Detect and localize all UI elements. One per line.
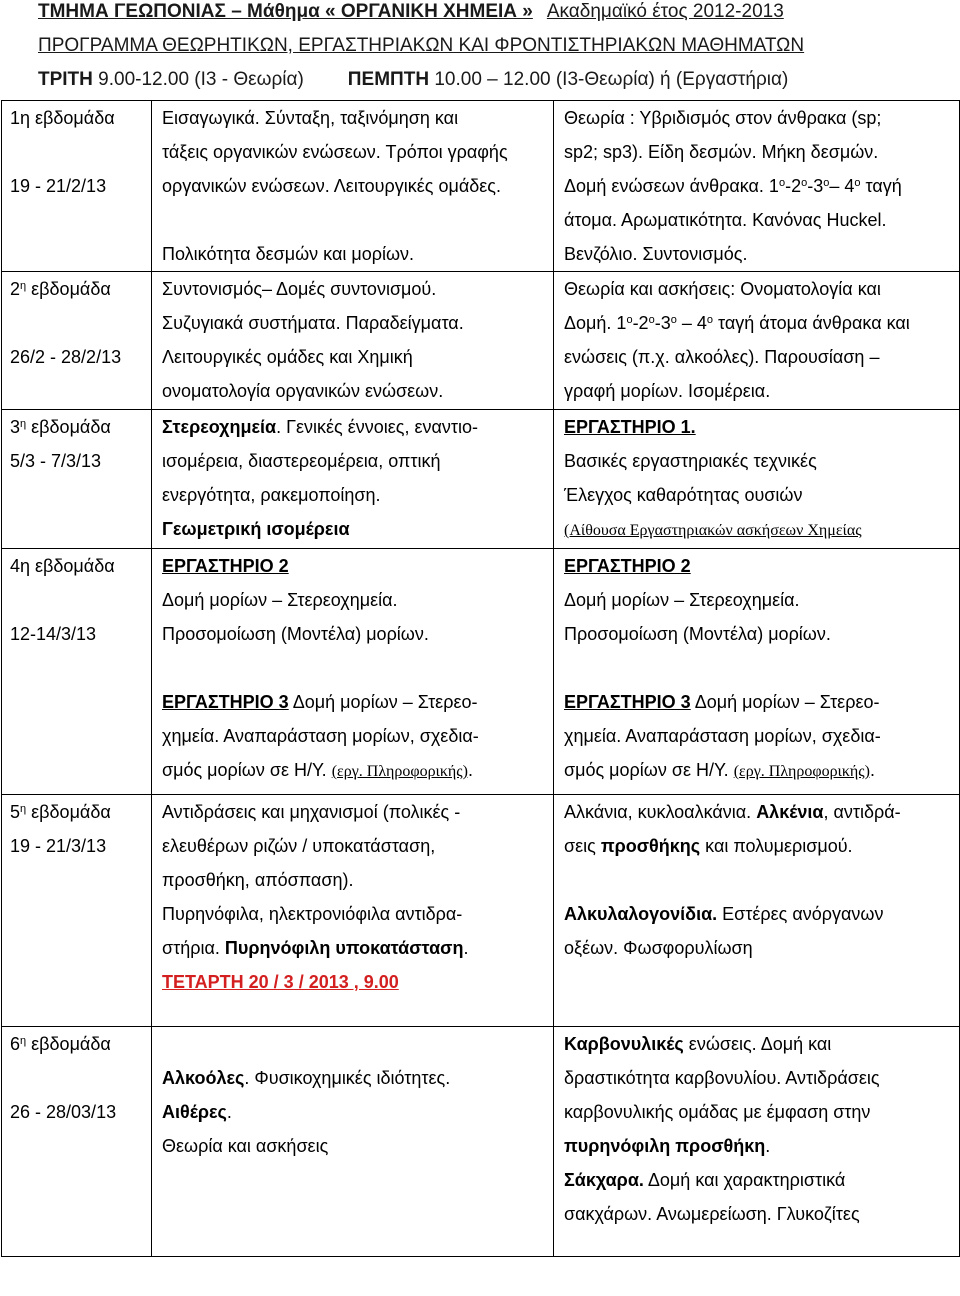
text-fragment: . Γενικές έννοιες, εναντιο- bbox=[276, 417, 478, 437]
text-fragment: προσθήκης bbox=[600, 836, 701, 856]
text-fragment: -3 bbox=[807, 176, 824, 196]
text-line: Θεωρία και ασκήσεις bbox=[162, 1136, 329, 1156]
week-cell bbox=[2, 410, 152, 549]
tuesday-cell bbox=[152, 795, 554, 1027]
text-fragment: Δομή μορίων – Στερεο- bbox=[288, 692, 478, 712]
superscript: ο bbox=[648, 314, 655, 326]
week-word: εβδομάδα bbox=[31, 279, 111, 299]
superscript: ο bbox=[626, 314, 633, 326]
thursday-cell bbox=[554, 101, 960, 272]
week-dates: 26 - 28/03/13 bbox=[10, 1102, 117, 1122]
superscript: ο bbox=[706, 314, 714, 326]
superscript: ο bbox=[823, 177, 830, 189]
table-row bbox=[2, 272, 960, 410]
text-line: Γεωμετρική ισομέρεια bbox=[162, 519, 350, 539]
week-label: 4η εβδομάδα bbox=[10, 556, 115, 576]
text-line bbox=[564, 1129, 959, 1163]
week-dates: 19 - 21/3/13 bbox=[10, 836, 107, 856]
text-fragment: -3 bbox=[654, 313, 671, 333]
schedule-table bbox=[1, 100, 960, 1257]
tuesday-label: ΤΡΙΤΗ bbox=[38, 69, 93, 90]
thursday-cell bbox=[554, 549, 960, 795]
tuesday-cell bbox=[152, 1027, 554, 1257]
header-line-schedule bbox=[38, 68, 788, 92]
lab-title: ΕΡΓΑΣΤΗΡΙΟ 3 bbox=[564, 692, 691, 712]
text-fragment: Αλκάνια, κυκλοαλκάνια. bbox=[564, 802, 757, 822]
header-line-course bbox=[38, 0, 784, 24]
text-fragment: Αλκένια bbox=[756, 802, 824, 822]
week-word: εβδομάδα bbox=[31, 802, 111, 822]
lab-title: ΕΡΓΑΣΤΗΡΙΟ 2 bbox=[564, 556, 691, 576]
text-fragment: Δομή και χαρακτηριστικά bbox=[643, 1170, 846, 1190]
text-line: άτομα. Αρωματικότητα. Κανόνας Huckel. bbox=[564, 210, 887, 230]
superscript: η bbox=[20, 280, 27, 292]
week-label bbox=[10, 410, 151, 444]
text-fragment: . bbox=[467, 760, 473, 780]
text-line: Συζυγιακά συστήματα. Παραδείγματα. bbox=[162, 313, 464, 333]
text-line: Δομή μορίων – Στερεοχημεία. bbox=[162, 590, 398, 610]
tuesday-cell bbox=[152, 101, 554, 272]
text-fragment: Σάκχαρα. bbox=[564, 1170, 644, 1190]
text-line: Βενζόλιο. Συντονισμός. bbox=[564, 244, 748, 264]
text-fragment: σμός μορίων σε Η/Υ. bbox=[564, 760, 729, 780]
text-line: τάξεις οργανικών ενώσεων. Τρόποι γραφής bbox=[162, 142, 508, 162]
superscript: ο bbox=[801, 177, 808, 189]
text-fragment: σμός μορίων σε Η/Υ. bbox=[162, 760, 327, 780]
thursday-cell bbox=[554, 410, 960, 549]
text-line: οργανικών ενώσεων. Λειτουργικές ομάδες. bbox=[162, 176, 501, 196]
week-cell bbox=[2, 795, 152, 1027]
text-fragment: -2 bbox=[785, 176, 802, 196]
text-fragment: Δομή μορίων – Στερεο- bbox=[690, 692, 880, 712]
text-line bbox=[564, 795, 959, 829]
text-line: Προσομοίωση (Μοντέλα) μορίων. bbox=[162, 624, 429, 644]
table-row bbox=[2, 795, 960, 1027]
text-line bbox=[564, 306, 959, 340]
text-fragment: . bbox=[463, 938, 469, 958]
text-line bbox=[162, 1061, 553, 1095]
text-fragment: Καρβονυλικές bbox=[564, 1034, 684, 1054]
text-fragment: – 4 bbox=[681, 313, 707, 333]
text-line: Βασικές εργαστηριακές τεχνικές bbox=[564, 451, 817, 471]
week-dates: 19 - 21/2/13 bbox=[10, 176, 107, 196]
week-dates: 26/2 - 28/2/13 bbox=[10, 347, 122, 367]
week-number: 5 bbox=[10, 802, 21, 822]
week-dates: 5/3 - 7/3/13 bbox=[10, 451, 102, 471]
superscript: η bbox=[20, 803, 27, 815]
text-fragment: Αιθέρες bbox=[162, 1102, 227, 1122]
text-line: ονοματολογία οργανικών ενώσεων. bbox=[162, 381, 444, 401]
tuesday-time: 9.00-12.00 (Ι3 - Θεωρία) bbox=[98, 69, 304, 90]
lab-title: ΕΡΓΑΣΤΗΡΙΟ 1. bbox=[564, 417, 696, 437]
text-fragment: . bbox=[765, 1136, 771, 1156]
tuesday-cell bbox=[152, 410, 554, 549]
week-label bbox=[10, 272, 151, 306]
text-line bbox=[564, 829, 959, 863]
superscript: ο bbox=[854, 177, 861, 189]
tuesday-cell bbox=[152, 272, 554, 410]
text-line bbox=[162, 685, 553, 719]
lab-location: (εργ. Πληροφορικής) bbox=[733, 763, 870, 780]
text-fragment: ταγή άτομα άνθρακα και bbox=[718, 313, 910, 333]
text-line: Συντονισμός– Δομές συντονισμού. bbox=[162, 279, 437, 299]
text-line bbox=[564, 1163, 959, 1197]
text-line: Θεωρία και ασκήσεις: Ονοματολογία και bbox=[564, 279, 881, 299]
text-line bbox=[564, 1027, 959, 1061]
thursday-cell bbox=[554, 272, 960, 410]
text-fragment: -2 bbox=[632, 313, 649, 333]
week-label bbox=[10, 795, 151, 829]
text-fragment: και πολυμερισμού. bbox=[700, 836, 853, 856]
text-line: ελευθέρων ριζών / υποκατάσταση, bbox=[162, 836, 436, 856]
superscript: η bbox=[20, 1035, 27, 1047]
text-fragment: Δομή ενώσεων άνθρακα. 1 bbox=[564, 176, 779, 196]
text-line: ισομέρεια, διαστερεομέρεια, οπτική bbox=[162, 451, 441, 471]
text-line: Λειτουργικές ομάδες και Χημική bbox=[162, 347, 413, 367]
text-line: Αντιδράσεις και μηχανισμοί (πολικές - bbox=[162, 802, 461, 822]
thursday-cell bbox=[554, 1027, 960, 1257]
text-line: Έλεγχος καθαρότητας ουσιών bbox=[564, 485, 803, 505]
superscript: η bbox=[20, 418, 27, 430]
week-cell bbox=[2, 272, 152, 410]
text-line bbox=[564, 685, 959, 719]
text-line bbox=[564, 753, 959, 789]
text-line bbox=[162, 931, 553, 965]
text-line: Πολικότητα δεσμών και μορίων. bbox=[162, 244, 415, 264]
lab-location: (εργ. Πληροφορικής) bbox=[331, 763, 468, 780]
text-line: Δομή μορίων – Στερεοχημεία. bbox=[564, 590, 800, 610]
text-fragment: ταγή bbox=[865, 176, 902, 196]
week-label: 1η εβδομάδα bbox=[10, 108, 115, 128]
thursday-cell bbox=[554, 795, 960, 1027]
text-line: Προσομοίωση (Μοντέλα) μορίων. bbox=[564, 624, 831, 644]
text-fragment: Εστέρες ανόργανων bbox=[717, 904, 884, 924]
text-fragment: – 4 bbox=[829, 176, 855, 196]
week-word: εβδομάδα bbox=[31, 1034, 111, 1054]
text-fragment: Δομή. 1 bbox=[564, 313, 627, 333]
table-row bbox=[2, 1027, 960, 1257]
text-fragment: πυρηνόφιλη προσθήκη bbox=[564, 1136, 766, 1156]
text-fragment: . Φυσικοχημικές ιδιότητες. bbox=[244, 1068, 451, 1088]
week-dates: 12-14/3/13 bbox=[10, 624, 97, 644]
course-title: ΤΜΗΜΑ ΓΕΩΠΟΝΙΑΣ – Μάθημα « ΟΡΓΑΝΙΚΗ ΧΗΜΕΙΑ » bbox=[38, 1, 533, 22]
text-fragment: . bbox=[226, 1102, 232, 1122]
text-line bbox=[162, 753, 553, 789]
text-line: χημεία. Αναπαράσταση μορίων, σχεδια- bbox=[564, 726, 881, 746]
week-number: 6 bbox=[10, 1034, 21, 1054]
text-fragment: Πυρηνόφιλη υποκατάσταση bbox=[224, 938, 464, 958]
text-fragment: Στερεοχημεία bbox=[162, 417, 277, 437]
text-fragment: Αλκοόλες bbox=[162, 1068, 245, 1088]
text-fragment: . bbox=[869, 760, 875, 780]
table-row bbox=[2, 101, 960, 272]
text-line: γραφή μορίων. Ισομέρεια. bbox=[564, 381, 771, 401]
text-line: ενώσεις (π.χ. αλκοόλες). Παρουσίαση – bbox=[564, 347, 880, 367]
text-line: οξέων. Φωσφορυλίωση bbox=[564, 938, 753, 958]
text-line: προσθήκη, απόσπαση). bbox=[162, 870, 354, 890]
text-line: sp2; sp3). Είδη δεσμών. Μήκη δεσμών. bbox=[564, 142, 879, 162]
lab-title: ΕΡΓΑΣΤΗΡΙΟ 3 bbox=[162, 692, 289, 712]
week-label bbox=[10, 1027, 151, 1061]
text-line bbox=[564, 169, 959, 203]
program-title: ΠΡΟΓΡΑΜΜΑ ΘΕΩΡΗΤΙΚΩΝ, ΕΡΓΑΣΤΗΡΙΑΚΩΝ ΚΑΙ ΦΡΟΝΤΙΣΤΗΡΙΑΚΩΝ ΜΑΘΗΜΑΤΩΝ bbox=[38, 35, 805, 56]
text-line bbox=[162, 410, 553, 444]
week-number: 3 bbox=[10, 417, 21, 437]
week-cell bbox=[2, 1027, 152, 1257]
text-line: Θεωρία : Υβριδισμός στον άνθρακα (sp; bbox=[564, 108, 882, 128]
week-word: εβδομάδα bbox=[31, 417, 111, 437]
week-cell bbox=[2, 549, 152, 795]
superscript: ο bbox=[670, 314, 677, 326]
text-line: χημεία. Αναπαράσταση μορίων, σχεδια- bbox=[162, 726, 479, 746]
table-row bbox=[2, 410, 960, 549]
thursday-label: ΠΕΜΠΤΗ bbox=[347, 69, 430, 90]
tuesday-cell bbox=[152, 549, 554, 795]
text-line: σακχάρων. Ανωμερείωση. Γλυκοζίτες bbox=[564, 1204, 860, 1224]
text-fragment: ενώσεις. Δομή και bbox=[683, 1034, 832, 1054]
text-line bbox=[564, 897, 959, 931]
text-line bbox=[162, 1095, 553, 1129]
exam-date: ΤΕΤΑΡΤΗ 20 / 3 / 2013 , 9.00 bbox=[162, 972, 399, 992]
text-line: καρβονυλικής ομάδας με έμφαση στην bbox=[564, 1102, 871, 1122]
text-line: Πυρηνόφιλα, ηλεκτρονιόφιλα αντιδρα- bbox=[162, 904, 463, 924]
lab-location: (Αίθουσα Εργαστηριακών ασκήσεων Χημείας bbox=[564, 522, 862, 539]
week-number: 2 bbox=[10, 279, 21, 299]
text-line: δραστικότητα καρβονυλίου. Αντιδράσεις bbox=[564, 1068, 880, 1088]
week-cell bbox=[2, 101, 152, 272]
lab-title: ΕΡΓΑΣΤΗΡΙΟ 2 bbox=[162, 556, 289, 576]
text-fragment: σεις bbox=[564, 836, 601, 856]
academic-year: Ακαδημαϊκό έτος 2012-2013 bbox=[546, 1, 784, 22]
table-row bbox=[2, 549, 960, 795]
text-fragment: Αλκυλαλογονίδια. bbox=[564, 904, 718, 924]
superscript: ο bbox=[778, 177, 786, 189]
text-fragment: , αντιδρά- bbox=[823, 802, 901, 822]
text-line: ενεργότητα, ρακεμοποίηση. bbox=[162, 485, 381, 505]
header-line-program bbox=[38, 34, 804, 58]
thursday-time: 10.00 – 12.00 (Ι3-Θεωρία) ή (Εργαστήρια) bbox=[434, 69, 789, 90]
text-line: Εισαγωγικά. Σύνταξη, ταξινόμηση και bbox=[162, 108, 459, 128]
text-fragment: στήρια. bbox=[162, 938, 225, 958]
